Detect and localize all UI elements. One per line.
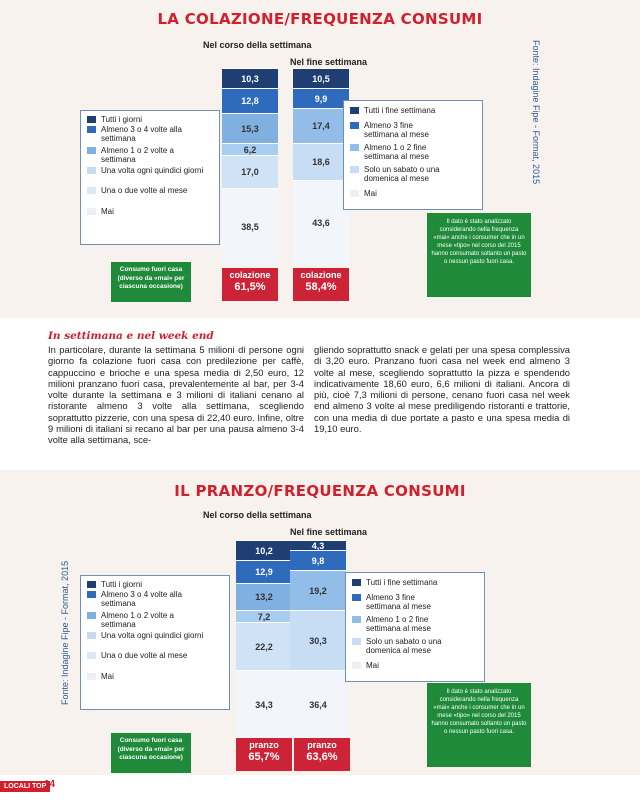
breakfast-weekend-legend xyxy=(343,100,483,210)
legend-item: Una volta ogni quindici giorni xyxy=(87,166,207,175)
legend-item: Almeno 3 o 4 volte alla settimana xyxy=(87,125,207,143)
total-label: colazione xyxy=(300,270,342,280)
article-column-2: gliendo soprattutto snack e gelati per una spesa complessiva di 3,20 euro. Pranzano fuori casa nel week end almeno 3 volte al mese, scegliendo soprattutto la pizza e spendendo indicativamente 18,60 euro, 6,6 milioni di italiani. Ancora di più, cioè 7,3 milioni di persone, cenano fuori casa nel week end almeno 3 volte al mese prediligendo ristoranti e trattorie, con una media di due portate a pasto e una spesa media di 19,10 euro. xyxy=(314,344,570,435)
bar-segment: 7,2 xyxy=(236,610,292,622)
lunch-week-heading: Nel corso della settimana xyxy=(203,510,312,520)
legend-item: Tutti i fine settimana xyxy=(350,106,435,115)
page-number: 14 xyxy=(44,779,56,790)
legend-item: Una o due volte al mese xyxy=(87,186,187,195)
bar-segment: 12,8 xyxy=(222,88,278,113)
lunch-week-total xyxy=(236,738,292,771)
breakfast-methodology-note: Il dato è stato analizzato considerando nella frequenza «mai» anche i consumer che in un mese «tipo» nel corso del 2015 hanno consumato soltanto un pasto o nessun pasto fuori casa. xyxy=(427,213,531,297)
breakfast-week-heading: Nel corso della settimana xyxy=(203,40,312,50)
legend-item: Tutti i giorni xyxy=(87,580,142,589)
total-label: colazione xyxy=(229,270,271,280)
lunch-source: Fonte: Indagine Fipe - Format, 2015 xyxy=(60,560,70,705)
article-column-1: In particolare, durante la settimana 5 milioni di persone ogni giorno fa colazione fuori casa con predilezione per caffè, cappuccino e brioche e una spesa media di 2,50 euro, 12 milioni pranzano fuori casa, prevalentemente al bar, per 3-4 volte durante la settimana e 3 milioni di italiani cenano al ristorante almeno 3 volte alla settimana, scegliendo soprattutto pizzerie, con una spesa di 22,40 euro. Infine, oltre 9 milioni di italiani si recano al bar per una pausa almeno 3-4 volte alla settimana, sce- xyxy=(48,344,304,446)
total-value: 58,4% xyxy=(305,281,337,293)
breakfast-weekend-total xyxy=(293,268,349,301)
legend-item: Mai xyxy=(87,672,114,681)
legend-item: Mai xyxy=(87,207,114,216)
breakfast-chart-title: LA COLAZIONE/FREQUENZA CONSUMI xyxy=(157,10,483,28)
breakfast-weekend-heading: Nel fine settimana xyxy=(290,57,368,67)
legend-item: Mai xyxy=(352,661,379,670)
bar-segment: 9,8 xyxy=(290,550,346,570)
bar-segment: 22,2 xyxy=(236,622,292,670)
magazine-badge: LOCALI TOP xyxy=(0,781,50,792)
bar-segment: 34,3 xyxy=(236,670,292,738)
legend-item: Almeno 3 fine settimana al mese xyxy=(352,593,447,611)
bar-segment: 10,2 xyxy=(236,540,292,560)
lunch-week-legend xyxy=(80,575,230,710)
bar-segment: 43,6 xyxy=(293,180,349,264)
bar-segment: 30,3 xyxy=(290,610,346,670)
bar-segment: 12,9 xyxy=(236,560,292,583)
legend-item: Solo un sabato o una domenica al mese xyxy=(350,165,460,183)
legend-item: Una volta ogni quindici giorni xyxy=(87,631,207,640)
bar-segment: 18,6 xyxy=(293,143,349,180)
breakfast-consumption-note: Consumo fuori casa (diverso da «mai» per ciascuna occasione) xyxy=(111,262,191,302)
breakfast-week-legend xyxy=(80,110,220,245)
legend-item: Mai xyxy=(350,189,377,198)
bar-segment: 4,3 xyxy=(290,540,346,550)
bar-segment: 6,2 xyxy=(222,143,278,155)
legend-item: Almeno 3 o 4 volte alla settimana xyxy=(87,590,207,608)
legend-item: Almeno 3 fine settimana al mese xyxy=(350,121,445,139)
lunch-weekend-heading: Nel fine settimana xyxy=(290,527,368,537)
bar-segment: 13,2 xyxy=(236,583,292,610)
bar-segment: 17,0 xyxy=(222,155,278,188)
legend-item: Tutti i fine settimana xyxy=(352,578,437,587)
legend-item: Almeno 1 o 2 fine settimana al mese xyxy=(352,615,462,633)
breakfast-source: Fonte: Indagine Fipe - Format, 2015 xyxy=(531,40,541,185)
total-value: 61,5% xyxy=(234,281,266,293)
bar-segment: 38,5 xyxy=(222,188,278,264)
bar-segment: 15,3 xyxy=(222,113,278,143)
lunch-chart-title: IL PRANZO/FREQUENZA CONSUMI xyxy=(174,482,466,500)
lunch-consumption-note: Consumo fuori casa (diverso da «mai» per ciascuna occasione) xyxy=(111,733,191,773)
lunch-methodology-note: Il dato è stato analizzato considerando nella frequenza «mai» anche i consumer che in un mese «tipo» nel corso del 2015 hanno consumato soltanto un pasto o nessun pasto fuori casa. xyxy=(427,683,531,767)
bar-segment: 9,9 xyxy=(293,88,349,108)
legend-item: Solo un sabato o una domenica al mese xyxy=(352,637,462,655)
bar-segment: 10,5 xyxy=(293,68,349,88)
total-value: 63,6% xyxy=(306,751,338,763)
article-heading: In settimana e nel week end xyxy=(48,330,214,342)
breakfast-week-total xyxy=(222,268,278,301)
legend-item: Almeno 1 o 2 fine settimana al mese xyxy=(350,143,460,161)
bar-segment: 10,3 xyxy=(222,68,278,88)
lunch-weekend-legend xyxy=(345,572,485,682)
bar-segment: 36,4 xyxy=(290,670,346,738)
legend-item: Almeno 1 o 2 volte a settimana xyxy=(87,611,207,629)
total-label: pranzo xyxy=(249,740,279,750)
bar-segment: 17,4 xyxy=(293,108,349,143)
lunch-weekend-total xyxy=(294,738,350,771)
legend-item: Tutti i giorni xyxy=(87,115,142,124)
legend-item: Una o due volte al mese xyxy=(87,651,187,660)
total-label: pranzo xyxy=(307,740,337,750)
total-value: 65,7% xyxy=(248,751,280,763)
bar-segment: 19,2 xyxy=(290,570,346,610)
legend-item: Almeno 1 o 2 volte a settimana xyxy=(87,146,207,164)
